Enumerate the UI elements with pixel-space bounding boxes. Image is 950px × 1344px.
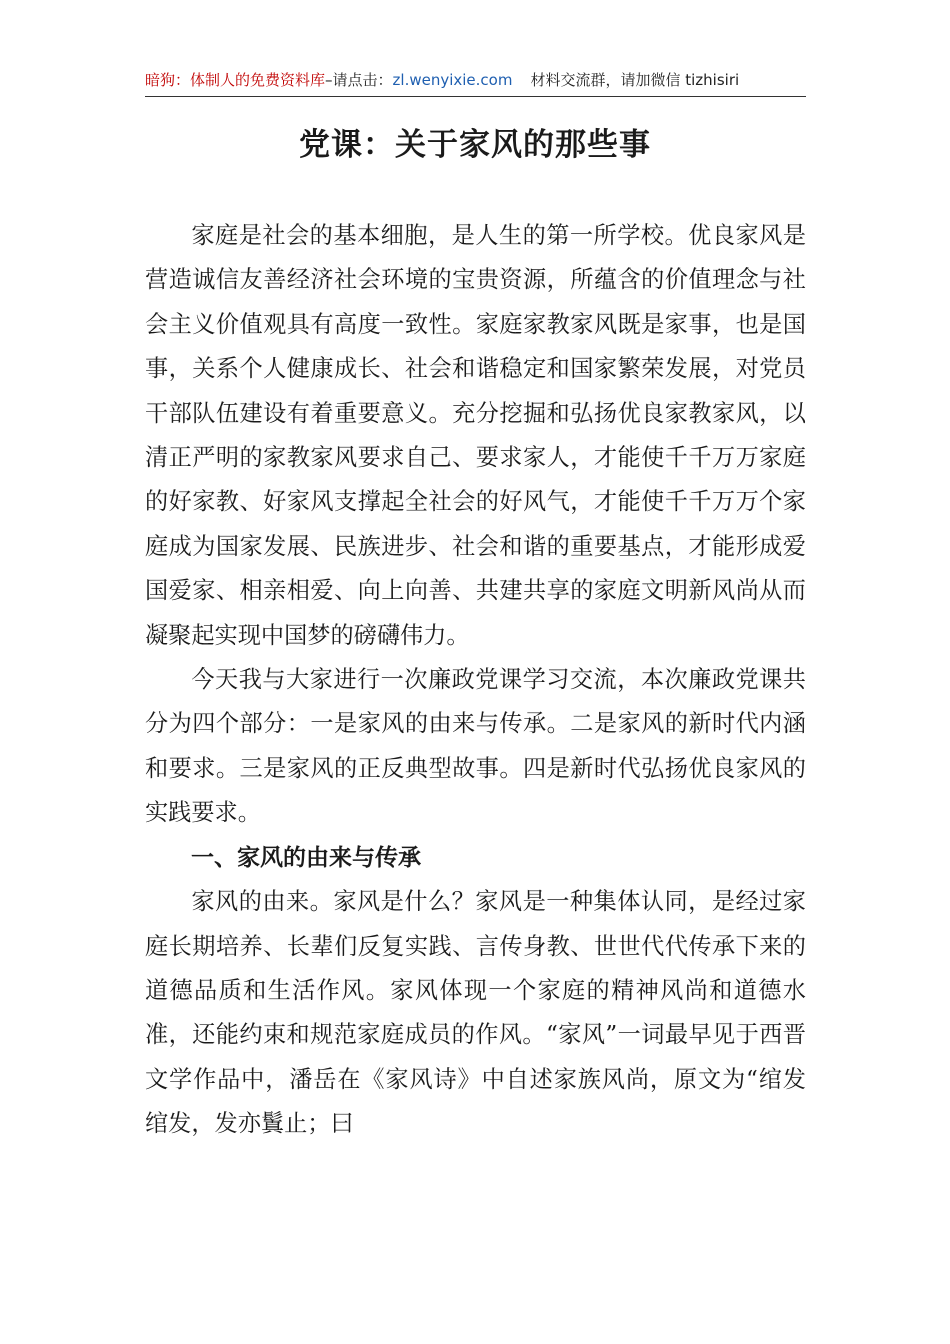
header-url-link[interactable]: zl.wenyixie.com	[392, 71, 513, 89]
paragraph-intro: 家庭是社会的基本细胞，是人生的第一所学校。优良家风是营造诚信友善经济社会环境的宝贵资源，所蕴含的价值理念与社会主义价值观具有高度一致性。家庭家教家风既是家事，也是国事，关系个人健康成长、社会和谐稳定和国家繁荣发展，对党员干部队伍建设有着重要意义。充分挖掘和弘扬优良家教家风，以清正严明的家教家风要求自己、要求家人，才能使千千万万家庭的好家教、好家风支撑起全社会的好风气，才能使千千万万个家庭成为国家发展、民族进步、社会和谐的重要基点，才能形成爱国爱家、相亲相爱、向上向善、共建共享的家庭文明新风尚从而凝聚起实现中国梦的磅礴伟力。	[145, 222, 806, 649]
document-body	[145, 214, 806, 1147]
section-heading-1: 一、家风的由来与传承	[191, 844, 421, 871]
paragraph-outline: 今天我与大家进行一次廉政党课学习交流，本次廉政党课共分为四个部分：一是家风的由来与传承。二是家风的新时代内涵和要求。三是家风的正反典型故事。四是新时代弘扬优良家风的实践要求。	[145, 666, 806, 827]
header-group-info: 材料交流群，请加微信 tizhisiri	[530, 71, 740, 89]
document-title: 党课：关于家风的那些事	[299, 127, 651, 163]
header-brand: 暗狗：体制人的免费资料库	[145, 71, 326, 89]
header-click-prompt: –请点击：	[325, 71, 393, 89]
page-header	[145, 66, 806, 97]
paragraph-origin: 家风的由来。家风是什么？家风是一种集体认同，是经过家庭长期培养、长辈们反复实践、言传身教、世世代代传承下来的道德品质和生活作风。家风体现一个家庭的精神风尚和道德水准，还能约束和规范家庭成员的作风。“家风”一词最早见于西晋文学作品中，潘岳在《家风诗》中自述家族风尚，原文为“绾发绾发，发亦鬒止；曰	[145, 888, 806, 1138]
